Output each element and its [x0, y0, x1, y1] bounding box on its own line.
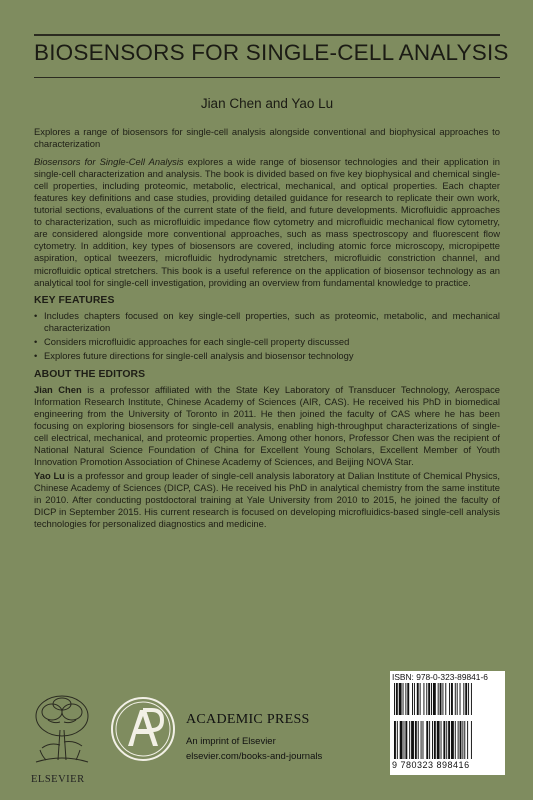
academic-press-logo — [108, 694, 178, 764]
book-title: BIOSENSORS FOR SINGLE-CELL ANALYSIS — [34, 40, 509, 65]
barcode-digits: 9 780323 898416 — [392, 760, 470, 770]
editor-bio-text: is a professor affiliated with the State Key Laboratory of Transducer Technology, Aerospace Information Research Institute, Chinese Academy of Sciences (AIR, CAS). He received his PhD in biomedical engineering from the University of Toronto in 2011. He then joined the faculty of CAS where he has been focusing on exploring biosensors for single-cell analysis, enabling high-throughput characterizations of single-cell electrical, mechanical, and proteomic properties. Among other honors, Professor Chen was the recipient of National Natural Science Foundation of China for Excellent Young Scholars, Excellent Member of Youth Innovation Promotion Association of Chinese Academy of Sciences, and Beijing NOVA Star. — [34, 383, 500, 468]
description-title: Biosensors for Single-Cell Analysis — [34, 156, 184, 168]
authors: Jian Chen and Yao Lu — [200, 96, 334, 111]
barcode-icon — [390, 683, 505, 759]
barcode-panel — [390, 671, 505, 775]
elsevier-wordmark: ELSEVIER — [31, 774, 85, 785]
cover-text — [34, 126, 500, 532]
editor-name: Jian Chen — [34, 383, 82, 395]
editors-heading: ABOUT THE EDITORS — [34, 368, 146, 380]
editors-section — [34, 384, 500, 531]
key-features-heading: KEY FEATURES — [34, 294, 115, 306]
key-features-list — [34, 310, 500, 362]
publisher-imprint: An imprint of Elsevier — [186, 736, 276, 747]
elsevier-tree-logo — [30, 690, 94, 770]
description-body: explores a wide range of biosensor technologies and their application in single-cell characterization and analysis. The book is divided based on five key biophysical and chemical single-cell properties, including proteomic, metabolic, electrical, mechanical, and optical properties. Each chapter features key definitions and case studies, providing detailed guidance for research to replicate their own work, tutorial sections, evaluations of the current state of the field, and future developments. Microfluidic approaches to characterization, such as microfluidic impedance flow cytometry and microfluidic mechanical flow cytometry, are considered alongside more conventional approaches, such as mass spectroscopy and fluorescent flow cytometry. In addition, key types of biosensors are covered, including atomic force microscopy, micropipette aspiration, optical tweezers, microfluidic hydrodynamic stretchers, microfluidic constriction channel, and microfluidic optical stretchers. This book is a useful reference on the application of biosensor technology as an analytical tool for single-cell investigation, providing an overview from fundamental knowledge to practice. — [34, 156, 500, 288]
key-feature-item: • Includes chapters focused on key single-cell properties, such as proteomic, metabolic, and mechanical characterization — [34, 310, 500, 334]
description — [34, 156, 500, 289]
top-rule — [34, 34, 500, 36]
editor-bio — [34, 470, 500, 530]
publisher-name: ACADEMIC PRESS — [186, 712, 310, 727]
key-feature-item: • Explores future directions for single-cell analysis and biosensor technology — [34, 350, 500, 362]
isbn-number: ISBN: 978-0-323-89841-6 — [392, 672, 488, 682]
publisher-url[interactable]: elsevier.com/books-and-journals — [186, 751, 323, 762]
editor-bio — [34, 384, 500, 468]
editor-name: Yao Lu — [34, 470, 65, 482]
title-rule — [34, 77, 500, 78]
summary: Explores a range of biosensors for single-cell analysis alongside conventional and biophysical approaches to characterization — [34, 126, 500, 150]
editor-bio-text: is a professor and group leader of single-cell analysis laboratory at Dalian Institute of Chemical Physics, Chinese Academy of Sciences (DICP, CAS). He received his PhD in analytical chemistry from the same institute in 2010. After conducting postdoctoral training at Yale University from 2010 to 2015, he joined the faculty of DICP in September 2015. His current research is focused on developing microfluidics-based single-cell analysis technologies for personalized diagnostics and medicine. — [34, 470, 500, 530]
key-feature-item: • Considers microfluidic approaches for each single-cell property discussed — [34, 336, 500, 348]
